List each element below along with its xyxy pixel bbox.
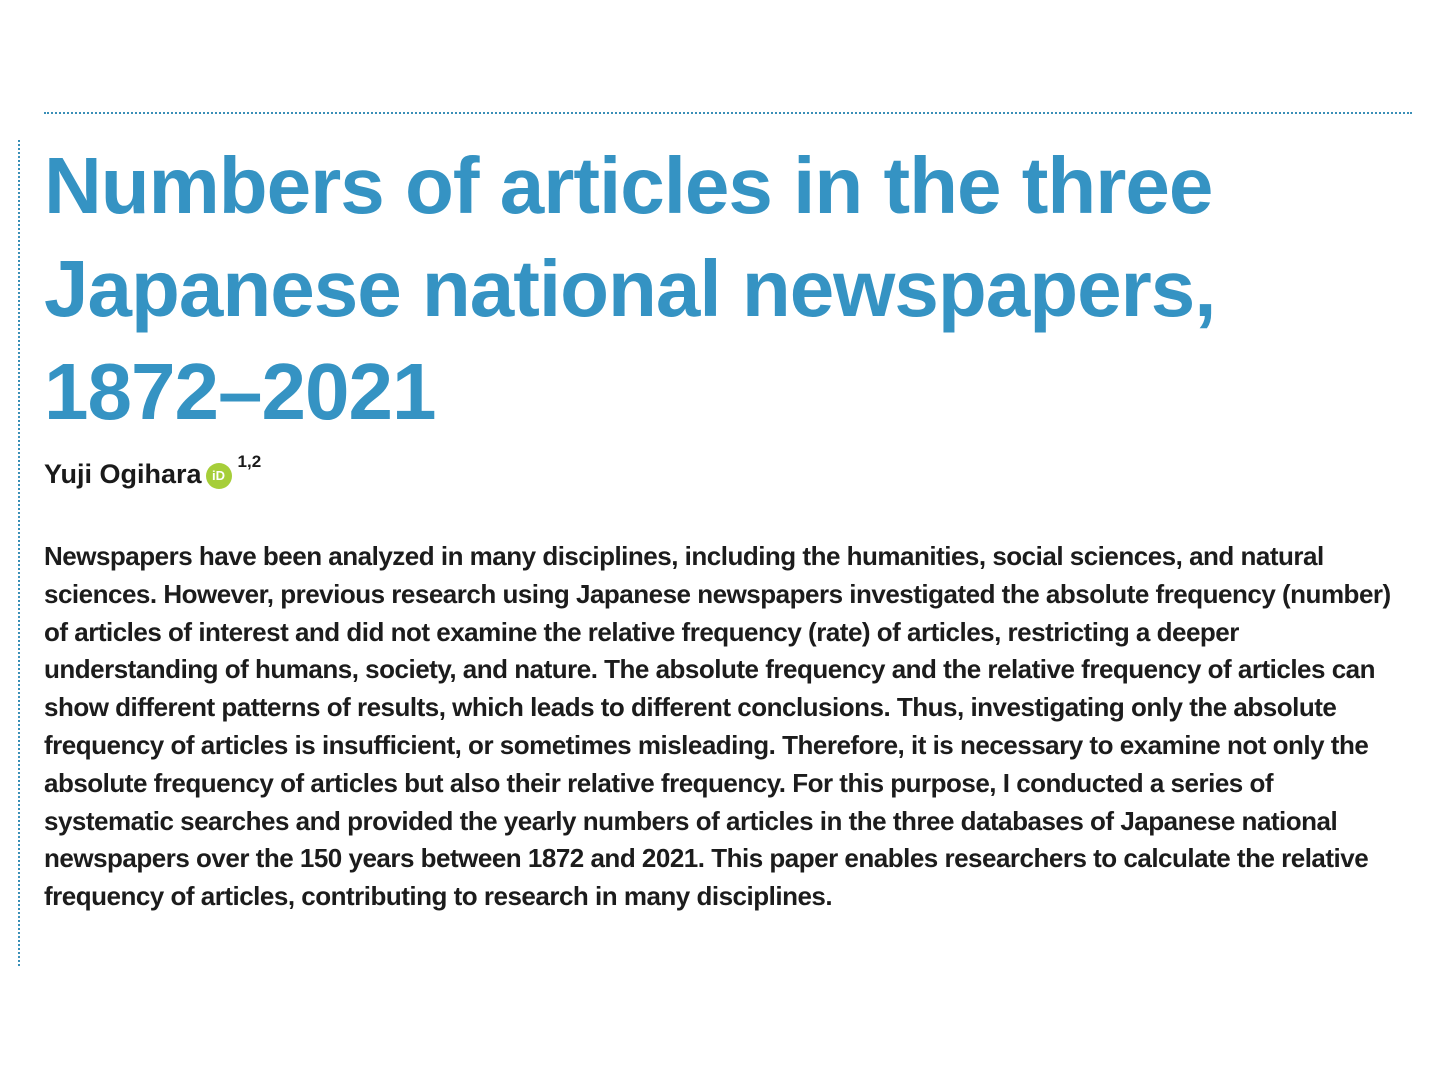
orcid-icon[interactable]: iD bbox=[206, 463, 232, 489]
abstract-text: Newspapers have been analyzed in many disciplines, including the humanities, social sciences, and natural sciences. However, previous research using Japanese newspapers investigated the absolute frequency (number) of articles of interest and did not examine the relative frequency (rate) of articles, restricting a deeper understanding of humans, society, and nature. The absolute frequency and the relative frequency of articles can show different patterns of results, which leads to different conclusions. Thus, investigating only the absolute frequency of articles is insufficient, or sometimes misleading. Therefore, it is necessary to examine not only the absolute frequency of articles but also their relative frequency. For this purpose, I conducted a series of systematic searches and provided the yearly numbers of articles in the three databases of Japanese national newspapers over the 150 years between 1872 and 2021. This paper enables researchers to calculate the relative frequency of articles, contributing to research in many disciplines. bbox=[44, 541, 1391, 912]
paper-title: Numbers of articles in the three Japanese national newspapers, 1872–2021 bbox=[44, 141, 1216, 436]
top-dotted-rule bbox=[44, 112, 1412, 114]
author-affiliations: 1,2 bbox=[237, 452, 262, 471]
author-line bbox=[44, 452, 262, 492]
left-dotted-rule bbox=[18, 140, 20, 966]
author-name: Yuji Ogihara bbox=[44, 459, 202, 489]
